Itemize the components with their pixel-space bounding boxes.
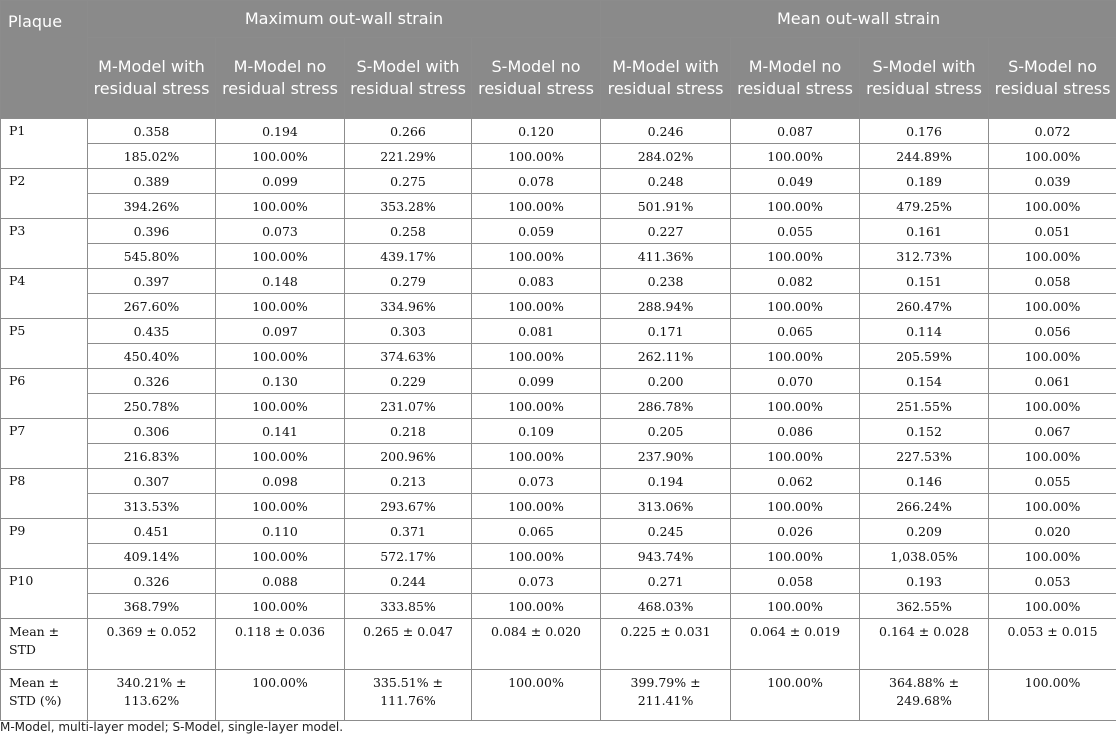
strain-percent: 439.17% xyxy=(345,244,472,269)
summary-value: 0.225 ± 0.031 xyxy=(601,619,731,670)
strain-percent: 100.00% xyxy=(216,344,345,369)
strain-percent: 221.29% xyxy=(345,144,472,169)
strain-percent: 468.03% xyxy=(601,594,731,619)
strain-value: 0.258 xyxy=(345,219,472,244)
strain-percent: 100.00% xyxy=(731,294,860,319)
strain-percent: 943.74% xyxy=(601,544,731,569)
strain-value: 0.193 xyxy=(860,569,989,594)
strain-value: 0.097 xyxy=(216,319,345,344)
strain-value: 0.389 xyxy=(88,169,216,194)
strain-value: 0.205 xyxy=(601,419,731,444)
strain-value: 0.397 xyxy=(88,269,216,294)
strain-value: 0.396 xyxy=(88,219,216,244)
column-header: M-Model with residual stress xyxy=(601,38,731,119)
table-row xyxy=(1,419,1116,444)
table-row xyxy=(1,594,1116,619)
table-row xyxy=(1,194,1116,219)
strain-percent: 100.00% xyxy=(216,194,345,219)
plaque-label: P2 xyxy=(1,169,88,219)
summary-row xyxy=(1,670,1116,721)
strain-value: 0.065 xyxy=(472,519,601,544)
strain-value: 0.238 xyxy=(601,269,731,294)
strain-value: 0.194 xyxy=(216,119,345,144)
table-row xyxy=(1,169,1116,194)
strain-value: 0.062 xyxy=(731,469,860,494)
strain-value: 0.086 xyxy=(731,419,860,444)
strain-value: 0.326 xyxy=(88,569,216,594)
summary-value: 0.118 ± 0.036 xyxy=(216,619,345,670)
strain-percent: 227.53% xyxy=(860,444,989,469)
strain-value: 0.061 xyxy=(989,369,1116,394)
column-header: S-Model with residual stress xyxy=(860,38,989,119)
strain-percent: 262.11% xyxy=(601,344,731,369)
strain-value: 0.026 xyxy=(731,519,860,544)
strain-percent: 333.85% xyxy=(345,594,472,619)
table-row xyxy=(1,344,1116,369)
strain-percent: 100.00% xyxy=(216,244,345,269)
strain-percent: 411.36% xyxy=(601,244,731,269)
table-row xyxy=(1,469,1116,494)
strain-value: 0.055 xyxy=(989,469,1116,494)
strain-percent: 100.00% xyxy=(731,594,860,619)
strain-percent: 244.89% xyxy=(860,144,989,169)
strain-percent: 313.06% xyxy=(601,494,731,519)
strain-percent: 479.25% xyxy=(860,194,989,219)
table-body xyxy=(1,119,1116,721)
summary-value: 0.265 ± 0.047 xyxy=(345,619,472,670)
strain-percent: 501.91% xyxy=(601,194,731,219)
strain-percent: 251.55% xyxy=(860,394,989,419)
strain-value: 0.082 xyxy=(731,269,860,294)
strain-percent: 100.00% xyxy=(472,144,601,169)
strain-percent: 100.00% xyxy=(731,344,860,369)
strain-percent: 100.00% xyxy=(731,444,860,469)
strain-value: 0.087 xyxy=(731,119,860,144)
table-row xyxy=(1,544,1116,569)
table-row xyxy=(1,294,1116,319)
strain-value: 0.065 xyxy=(731,319,860,344)
strain-value: 0.058 xyxy=(731,569,860,594)
strain-percent: 100.00% xyxy=(472,444,601,469)
strain-percent: 312.73% xyxy=(860,244,989,269)
strain-value: 0.098 xyxy=(216,469,345,494)
strain-percent: 100.00% xyxy=(472,194,601,219)
strain-value: 0.307 xyxy=(88,469,216,494)
strain-value: 0.451 xyxy=(88,519,216,544)
strain-percent: 100.00% xyxy=(216,294,345,319)
strain-percent: 100.00% xyxy=(731,544,860,569)
strain-percent: 1,038.05% xyxy=(860,544,989,569)
strain-value: 0.189 xyxy=(860,169,989,194)
strain-percent: 100.00% xyxy=(216,544,345,569)
strain-value: 0.056 xyxy=(989,319,1116,344)
summary-label: Mean ± STD xyxy=(1,619,88,670)
strain-value: 0.081 xyxy=(472,319,601,344)
strain-percent: 288.94% xyxy=(601,294,731,319)
table-row xyxy=(1,519,1116,544)
strain-percent: 231.07% xyxy=(345,394,472,419)
strain-value: 0.148 xyxy=(216,269,345,294)
strain-percent: 100.00% xyxy=(989,144,1116,169)
strain-percent: 313.53% xyxy=(88,494,216,519)
strain-percent: 100.00% xyxy=(989,494,1116,519)
strain-percent: 216.83% xyxy=(88,444,216,469)
strain-percent: 374.63% xyxy=(345,344,472,369)
table-row xyxy=(1,319,1116,344)
strain-value: 0.109 xyxy=(472,419,601,444)
plaque-label: P7 xyxy=(1,419,88,469)
strain-value: 0.151 xyxy=(860,269,989,294)
column-header: M-Model with residual stress xyxy=(88,38,216,119)
summary-value: 100.00% xyxy=(989,670,1116,721)
summary-value: 100.00% xyxy=(472,670,601,721)
strain-percent: 266.24% xyxy=(860,494,989,519)
strain-value: 0.303 xyxy=(345,319,472,344)
table-footnote: M-Model, multi-layer model; S-Model, single-layer model. xyxy=(0,720,344,734)
strain-value: 0.130 xyxy=(216,369,345,394)
summary-value: 100.00% xyxy=(216,670,345,721)
strain-percent: 100.00% xyxy=(472,344,601,369)
strain-percent: 100.00% xyxy=(472,244,601,269)
summary-value: 100.00% xyxy=(731,670,860,721)
plaque-label: P1 xyxy=(1,119,88,169)
summary-value: 399.79% ± 211.41% xyxy=(601,670,731,721)
strain-value: 0.072 xyxy=(989,119,1116,144)
strain-value: 0.141 xyxy=(216,419,345,444)
strain-percent: 286.78% xyxy=(601,394,731,419)
strain-value: 0.073 xyxy=(472,569,601,594)
strain-value: 0.067 xyxy=(989,419,1116,444)
plaque-column-header: Plaque xyxy=(1,1,88,119)
strain-value: 0.073 xyxy=(472,469,601,494)
plaque-label: P9 xyxy=(1,519,88,569)
strain-value: 0.326 xyxy=(88,369,216,394)
strain-percent: 100.00% xyxy=(472,544,601,569)
strain-percent: 100.00% xyxy=(731,494,860,519)
strain-percent: 545.80% xyxy=(88,244,216,269)
table-row xyxy=(1,219,1116,244)
column-header: S-Model with residual stress xyxy=(345,38,472,119)
strain-value: 0.114 xyxy=(860,319,989,344)
summary-row xyxy=(1,619,1116,670)
summary-label: Mean ± STD (%) xyxy=(1,670,88,721)
strain-percent: 368.79% xyxy=(88,594,216,619)
strain-value: 0.435 xyxy=(88,319,216,344)
strain-value: 0.279 xyxy=(345,269,472,294)
strain-value: 0.244 xyxy=(345,569,472,594)
strain-percent: 334.96% xyxy=(345,294,472,319)
table-row xyxy=(1,119,1116,144)
strain-value: 0.154 xyxy=(860,369,989,394)
table-row xyxy=(1,444,1116,469)
strain-percent: 100.00% xyxy=(989,244,1116,269)
strain-value: 0.051 xyxy=(989,219,1116,244)
strain-percent: 100.00% xyxy=(989,294,1116,319)
strain-value: 0.246 xyxy=(601,119,731,144)
summary-value: 340.21% ± 113.62% xyxy=(88,670,216,721)
table-row xyxy=(1,269,1116,294)
strain-percent: 293.67% xyxy=(345,494,472,519)
plaque-label: P8 xyxy=(1,469,88,519)
strain-percent: 100.00% xyxy=(989,594,1116,619)
strain-value: 0.083 xyxy=(472,269,601,294)
strain-value: 0.059 xyxy=(472,219,601,244)
strain-percent: 205.59% xyxy=(860,344,989,369)
table-row xyxy=(1,394,1116,419)
strain-value: 0.275 xyxy=(345,169,472,194)
strain-value: 0.152 xyxy=(860,419,989,444)
strain-value: 0.213 xyxy=(345,469,472,494)
strain-percent: 100.00% xyxy=(731,244,860,269)
strain-percent: 353.28% xyxy=(345,194,472,219)
strain-value: 0.200 xyxy=(601,369,731,394)
strain-percent: 200.96% xyxy=(345,444,472,469)
strain-value: 0.120 xyxy=(472,119,601,144)
column-header: M-Model no residual stress xyxy=(216,38,345,119)
strain-percent: 100.00% xyxy=(472,394,601,419)
plaque-label: P6 xyxy=(1,369,88,419)
strain-percent: 409.14% xyxy=(88,544,216,569)
summary-value: 0.369 ± 0.052 xyxy=(88,619,216,670)
strain-value: 0.088 xyxy=(216,569,345,594)
table-header xyxy=(1,1,1116,119)
table-row xyxy=(1,244,1116,269)
summary-value: 0.164 ± 0.028 xyxy=(860,619,989,670)
summary-value: 335.51% ± 111.76% xyxy=(345,670,472,721)
strain-value: 0.078 xyxy=(472,169,601,194)
table-row xyxy=(1,144,1116,169)
strain-value: 0.099 xyxy=(216,169,345,194)
strain-percent: 572.17% xyxy=(345,544,472,569)
plaque-label: P10 xyxy=(1,569,88,619)
strain-value: 0.271 xyxy=(601,569,731,594)
strain-value: 0.306 xyxy=(88,419,216,444)
strain-percent: 237.90% xyxy=(601,444,731,469)
strain-percent: 100.00% xyxy=(216,144,345,169)
column-header: M-Model no residual stress xyxy=(731,38,860,119)
strain-percent: 450.40% xyxy=(88,344,216,369)
strain-percent: 284.02% xyxy=(601,144,731,169)
column-header: S-Model no residual stress xyxy=(472,38,601,119)
strain-percent: 100.00% xyxy=(216,444,345,469)
strain-percent: 100.00% xyxy=(216,594,345,619)
strain-percent: 100.00% xyxy=(731,194,860,219)
table-row xyxy=(1,494,1116,519)
group-header-max: Maximum out-wall strain xyxy=(88,1,601,38)
strain-value: 0.248 xyxy=(601,169,731,194)
strain-value: 0.039 xyxy=(989,169,1116,194)
strain-value: 0.194 xyxy=(601,469,731,494)
strain-value: 0.227 xyxy=(601,219,731,244)
plaque-label: P4 xyxy=(1,269,88,319)
strain-value: 0.110 xyxy=(216,519,345,544)
strain-percent: 100.00% xyxy=(989,194,1116,219)
strain-percent: 100.00% xyxy=(216,494,345,519)
strain-value: 0.229 xyxy=(345,369,472,394)
strain-value: 0.070 xyxy=(731,369,860,394)
strain-percent: 100.00% xyxy=(989,344,1116,369)
strain-value: 0.266 xyxy=(345,119,472,144)
strain-percent: 100.00% xyxy=(472,294,601,319)
group-header-mean: Mean out-wall strain xyxy=(601,1,1116,38)
strain-value: 0.371 xyxy=(345,519,472,544)
strain-percent: 100.00% xyxy=(731,144,860,169)
table-row xyxy=(1,369,1116,394)
strain-percent: 267.60% xyxy=(88,294,216,319)
strain-percent: 100.00% xyxy=(989,544,1116,569)
strain-value: 0.055 xyxy=(731,219,860,244)
strain-percent: 362.55% xyxy=(860,594,989,619)
table-row xyxy=(1,569,1116,594)
strain-value: 0.209 xyxy=(860,519,989,544)
plaque-label: P3 xyxy=(1,219,88,269)
strain-value: 0.171 xyxy=(601,319,731,344)
strain-value: 0.358 xyxy=(88,119,216,144)
strain-percent: 394.26% xyxy=(88,194,216,219)
strain-percent: 100.00% xyxy=(216,394,345,419)
strain-percent: 100.00% xyxy=(989,394,1116,419)
strain-value: 0.053 xyxy=(989,569,1116,594)
strain-value: 0.218 xyxy=(345,419,472,444)
strain-value: 0.146 xyxy=(860,469,989,494)
strain-value: 0.058 xyxy=(989,269,1116,294)
summary-value: 0.064 ± 0.019 xyxy=(731,619,860,670)
column-header: S-Model no residual stress xyxy=(989,38,1116,119)
strain-value: 0.161 xyxy=(860,219,989,244)
plaque-label: P5 xyxy=(1,319,88,369)
strain-value: 0.073 xyxy=(216,219,345,244)
strain-value: 0.245 xyxy=(601,519,731,544)
strain-value: 0.176 xyxy=(860,119,989,144)
summary-value: 364.88% ± 249.68% xyxy=(860,670,989,721)
strain-value: 0.099 xyxy=(472,369,601,394)
strain-percent: 100.00% xyxy=(472,594,601,619)
strain-value: 0.049 xyxy=(731,169,860,194)
summary-value: 0.053 ± 0.015 xyxy=(989,619,1116,670)
summary-value: 0.084 ± 0.020 xyxy=(472,619,601,670)
strain-percent: 100.00% xyxy=(472,494,601,519)
strain-percent: 100.00% xyxy=(731,394,860,419)
strain-percent: 260.47% xyxy=(860,294,989,319)
strain-percent: 100.00% xyxy=(989,444,1116,469)
strain-value: 0.020 xyxy=(989,519,1116,544)
strain-percent: 250.78% xyxy=(88,394,216,419)
strain-percent: 185.02% xyxy=(88,144,216,169)
